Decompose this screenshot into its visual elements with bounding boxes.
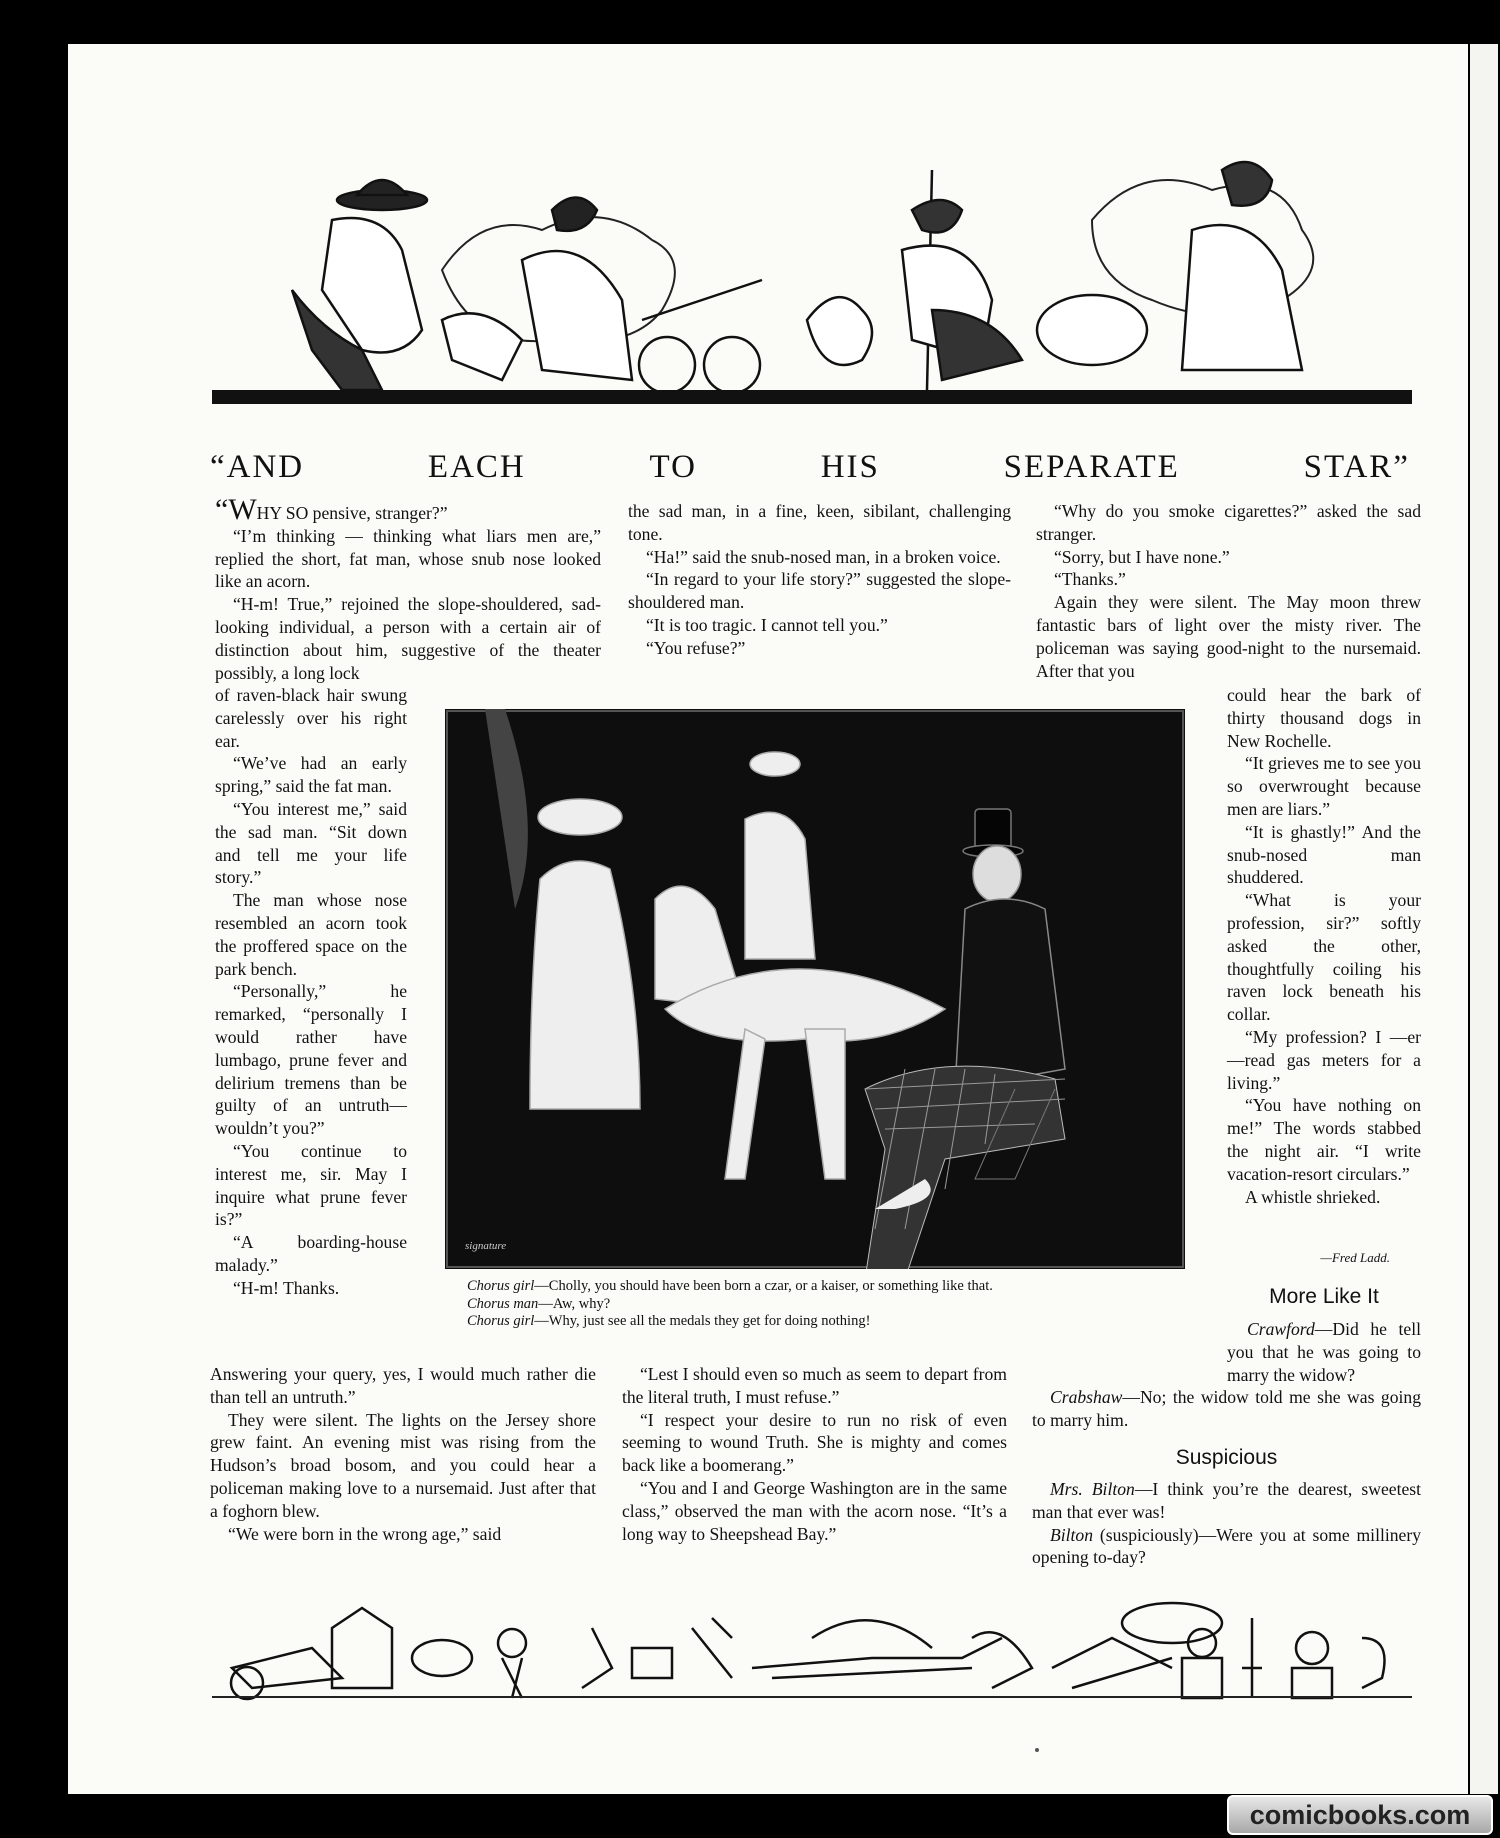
paragraph: “We were born in the wrong age,” said — [228, 1523, 502, 1544]
paragraph: “Thanks.” — [1054, 569, 1126, 590]
col1-bottom-text — [210, 1363, 596, 1545]
paragraph: “I respect your desire to run no risk of even seeming to wound Truth. She is mighty and comes back like a boomerang.” — [622, 1409, 1007, 1476]
paragraph: could hear the bark of thirty thousand dogs in New Rochelle. — [1227, 685, 1421, 751]
paragraph: “You interest me,” said the sad man. “Sit down and tell me your life story.” — [215, 798, 407, 888]
paragraph: “I’m thinking — thinking what liars men are,” replied the short, fat man, whose snub nose looked like an acorn. — [215, 525, 601, 592]
suspicious-text — [1032, 1478, 1421, 1569]
caption-line: Chorus girl—Why, just see all the medals they get for doing nothing! — [467, 1313, 871, 1329]
opening-paragraph: “WHY SO pensive, stranger?” — [215, 493, 448, 526]
more-like-it-heading: More Like It — [1269, 1285, 1379, 1308]
gardening-header-illustration — [212, 150, 1412, 420]
dialogue-line: Crawford—Did he tell you that he was going to marry the widow? — [1227, 1319, 1421, 1385]
paragraph: “It is ghastly!” And the snub-nosed man shuddered. — [1227, 821, 1421, 888]
chorus-illustration — [445, 709, 1185, 1269]
page-mark — [1035, 1748, 1039, 1752]
more-like-it-text — [1032, 1318, 1421, 1432]
suspicious-heading: Suspicious — [1175, 1446, 1278, 1469]
paragraph: A whistle shrieked. — [1245, 1186, 1381, 1207]
col1-top-text — [215, 493, 601, 684]
paragraph: “It grieves me to see you so overwrought because men are liars.” — [1227, 753, 1421, 819]
paragraph: “Lest I should even so much as seem to depart from the literal truth, I must refuse.” — [622, 1364, 1007, 1407]
caption-line: Chorus man—Aw, why? — [467, 1295, 611, 1312]
paragraph: “We’ve had an early spring,” said the fat man. — [215, 753, 407, 797]
col2-top-text — [628, 500, 1011, 660]
headline-word: EACH — [427, 448, 526, 485]
paragraph: Again they were silent. The May moon threw fantastic bars of light over the misty river. The policeman was saying good-night to the nursemaid. After that you — [1036, 592, 1421, 681]
comicbooks-watermark: comicbooks.com — [1227, 1795, 1493, 1835]
paragraph: Answering your query, yes, I would much rather die than tell an untruth.” — [210, 1364, 596, 1407]
headline-word: HIS — [820, 448, 880, 485]
col3-narrow-text — [1227, 684, 1421, 1208]
headline-word: “AND — [210, 448, 305, 485]
headline-word: SEPARATE — [1003, 448, 1180, 485]
dialogue-line: Mrs. Bilton—I think you’re the dearest, sweetest man that ever was! — [1032, 1479, 1422, 1522]
next-page-edge — [1470, 44, 1498, 1794]
paragraph: “Ha!” said the snub-nosed man, in a broken voice. — [646, 546, 1001, 567]
paragraph: “A boarding-house malady.” — [215, 1232, 407, 1275]
svg-text:signature: signature — [465, 1240, 507, 1252]
paragraph: The man whose nose resembled an acorn took the proffered space on the park bench. — [215, 890, 407, 979]
paragraph: “It is too tragic. I cannot tell you.” — [646, 614, 888, 635]
paragraph: “H-m! Thanks. — [233, 1277, 340, 1298]
author-attribution: —Fred Ladd. — [1320, 1250, 1390, 1265]
caption-speaker: Chorus girl — [467, 1278, 535, 1294]
headline-word: STAR” — [1303, 448, 1410, 485]
paragraph: “You refuse?” — [646, 637, 746, 658]
paragraph: of raven-black hair swung carelessly over his right ear. — [215, 685, 407, 751]
article-headline — [210, 447, 1410, 487]
caption-speaker: Chorus man — [467, 1295, 539, 1312]
paragraph: “Why do you smoke cigarettes?” asked the sad stranger. — [1036, 501, 1421, 544]
col2-bottom-text — [622, 1363, 1007, 1545]
paragraph: “What is your profession, sir?” softly asked the other, thoughtfully coiling his raven lock beneath his collar. — [1227, 890, 1421, 1025]
caption-speaker: Chorus girl — [467, 1313, 535, 1329]
paragraph: “You continue to interest me, sir. May I inquire what prune fever is?” — [215, 1140, 407, 1230]
paragraph: “In regard to your life story?” suggested the slope-shouldered man. — [628, 569, 1011, 613]
col1-narrow-text — [215, 684, 407, 1300]
dialogue-line: Bilton (suspiciously)—Were you at some millinery opening to-day? — [1032, 1524, 1421, 1568]
headline-word: TO — [649, 448, 697, 485]
paragraph: They were silent. The lights on the Jersey shore grew faint. An evening mist was rising from the Hudson’s broad bosom, and you could hear a policeman making love to a nursemaid. Just after that a foghorn blew. — [210, 1409, 596, 1521]
caption-line: Chorus girl—Cholly, you should have been born a czar, or a kaiser, or something like that. — [467, 1278, 993, 1294]
paragraph: “Personally,” he remarked, “personally I would rather have lumbago, prune fever and delirium tremens than be guilty of an untruth—wouldn’t you?” — [215, 981, 407, 1139]
paragraph: “My profession? I —er—read gas meters for a living.” — [1227, 1026, 1421, 1093]
garden-tools-footer-illustration — [212, 1598, 1412, 1708]
col3-top-text — [1036, 500, 1421, 682]
paragraph: “You have nothing on me!” The words stabbed the night air. “I write vacation-resort circulars.” — [1227, 1095, 1421, 1184]
paragraph: “Sorry, but I have none.” — [1054, 546, 1230, 567]
paragraph: “You and I and George Washington are in the same class,” observed the man with the acorn nose. “It’s a long way to Sheepshead Bay.” — [622, 1477, 1007, 1544]
dialogue-line: Crabshaw—No; the widow told me she was going to marry him. — [1032, 1387, 1421, 1431]
paragraph: “H-m! True,” rejoined the slope-shouldered, sad-looking individual, a person with a certain air of distinction about him, suggestive of the theater possibly, a long lock — [215, 594, 601, 683]
paragraph: the sad man, in a fine, keen, sibilant, challenging tone. — [628, 501, 1011, 544]
